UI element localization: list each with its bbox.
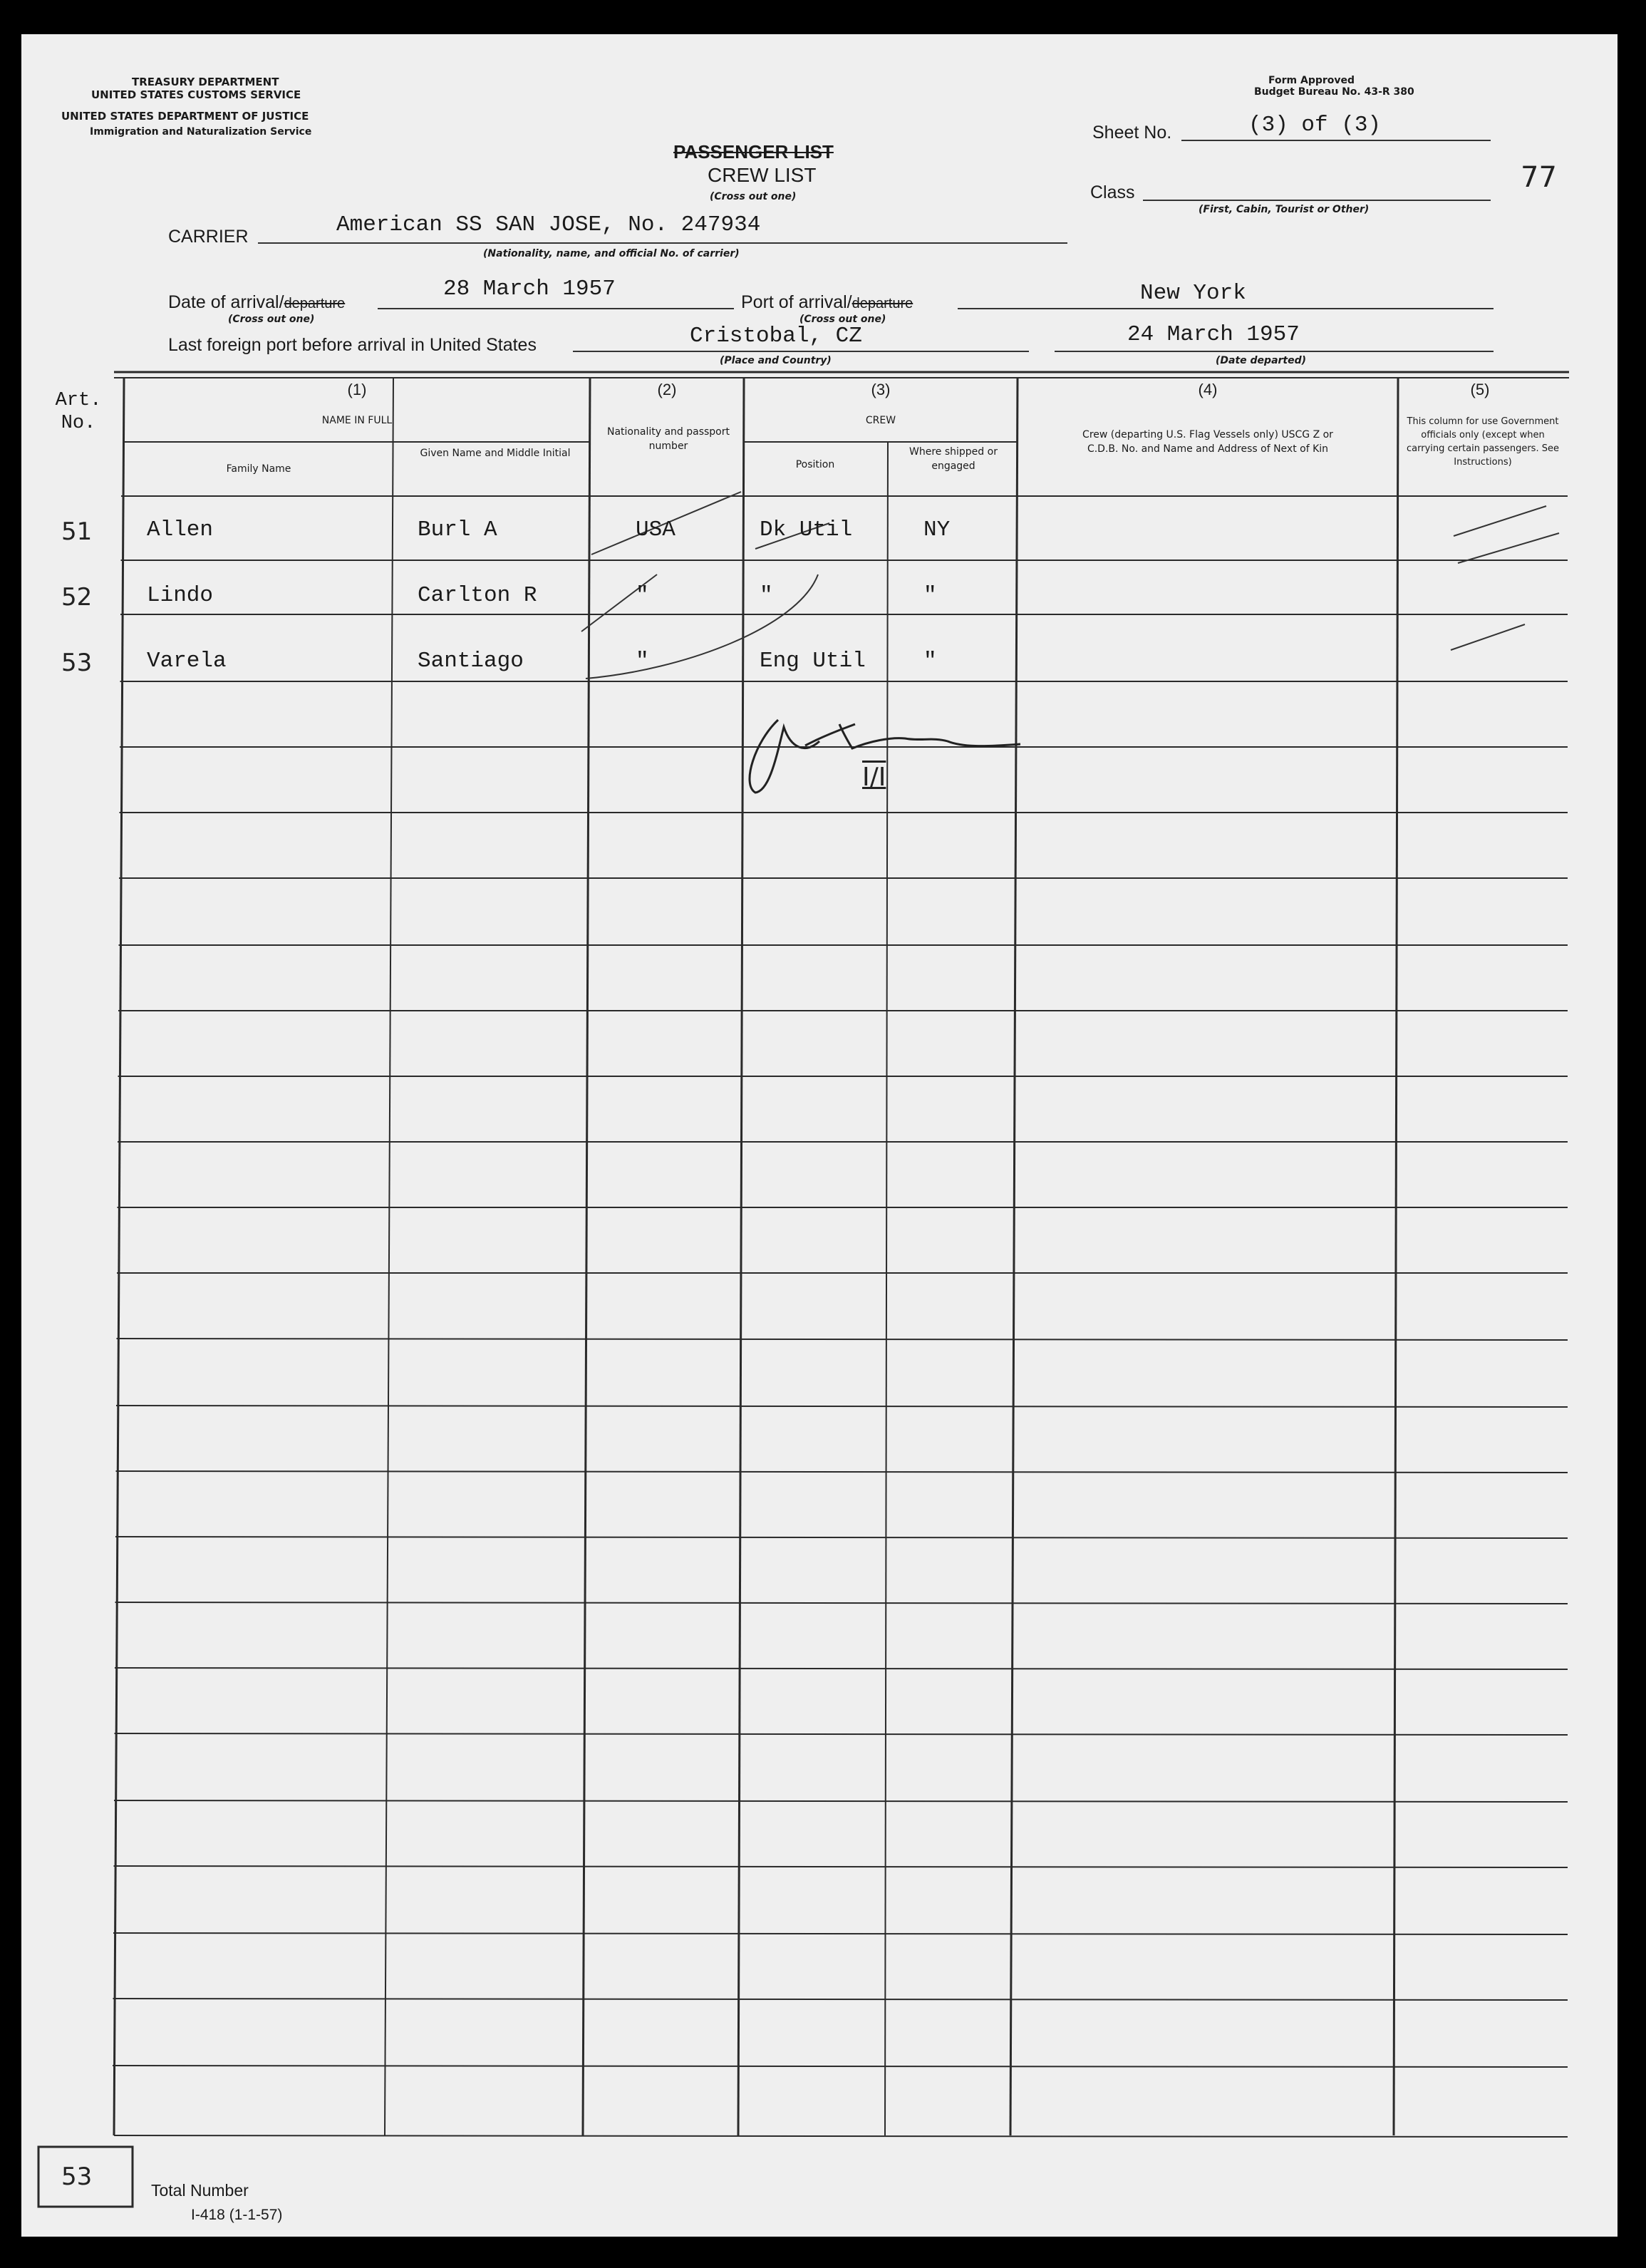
last-port-line	[573, 351, 1029, 352]
col1-title: NAME IN FULL	[321, 415, 393, 426]
port-arrival-label-text: Port of arrival/	[741, 292, 852, 312]
port-arrival-caption: (Cross out one)	[799, 314, 886, 325]
date-arrival-label	[168, 292, 345, 313]
port-arrival-label	[741, 292, 913, 313]
total-number-value: 53	[61, 2163, 93, 2191]
col4-title: Crew (departing U.S. Flag Vessels only) USCG Z or C.D.B. No. and Name and Address of Next of Kin	[1082, 429, 1333, 455]
last-port-value: Cristobal, CZ	[690, 324, 862, 349]
date-arrival-caption: (Cross out one)	[228, 314, 315, 325]
class-caption: (First, Cabin, Tourist or Other)	[1199, 204, 1370, 215]
ins-line: Immigration and Naturalization Service	[90, 126, 312, 138]
treasury-dept: TREASURY DEPARTMENT	[132, 76, 279, 88]
col3-title: CREW	[865, 415, 896, 426]
row-given-name: Burl A	[418, 517, 497, 542]
row-family-name: Varela	[147, 649, 227, 674]
date-arrival-label-text: Date of arrival/	[168, 292, 284, 312]
row-nationality: USA	[636, 517, 676, 542]
row-nationality: "	[636, 583, 649, 608]
form-approved: Form Approved	[1268, 75, 1355, 86]
date-departed-caption: (Date departed)	[1216, 355, 1307, 366]
sheet-no-label: Sheet No.	[1092, 123, 1172, 143]
row-given-name: Carlton R	[418, 583, 537, 608]
form-number: I-418 (1-1-57)	[191, 2207, 283, 2223]
carrier-caption: (Nationality, name, and official No. of carrier)	[483, 248, 740, 259]
row-where-shipped: "	[923, 649, 937, 674]
row-art-no: 51	[61, 517, 93, 546]
row-position: Dk Util	[760, 517, 853, 542]
col3-number: (3)	[871, 381, 891, 398]
page-mark: 77	[1521, 161, 1557, 194]
carrier-line	[258, 242, 1067, 244]
row-given-name: Santiago	[418, 649, 524, 674]
col1-number: (1)	[347, 381, 367, 398]
date-departed-line	[1055, 351, 1494, 352]
sheet-no-line	[1181, 140, 1491, 141]
date-departure-crossed: departure	[284, 296, 346, 311]
class-label: Class	[1090, 182, 1135, 202]
class-line	[1143, 200, 1491, 201]
given-name-header: Given Name and Middle Initial	[420, 448, 571, 459]
carrier-value: American SS SAN JOSE, No. 247934	[336, 212, 761, 237]
art-no-header: Art. No.	[55, 390, 102, 434]
date-arrival-value: 28 March 1957	[443, 277, 616, 301]
sheet-no-value: (3) of (3)	[1248, 113, 1382, 138]
col2-title: Nationality and passport number	[607, 426, 730, 452]
passenger-list-crossed: PASSENGER LIST	[673, 141, 834, 163]
row-where-shipped: NY	[923, 517, 951, 542]
customs-service: UNITED STATES CUSTOMS SERVICE	[91, 88, 301, 101]
budget-bureau: Budget Bureau No. 43-R 380	[1254, 86, 1414, 98]
last-port-caption: (Place and Country)	[720, 355, 832, 366]
row-position: Eng Util	[760, 649, 866, 674]
row-family-name: Lindo	[147, 583, 214, 608]
title-cross-out-note: (Cross out one)	[710, 191, 797, 202]
family-name-header: Family Name	[226, 463, 291, 475]
row-position: "	[760, 583, 773, 608]
total-number-label: Total Number	[151, 2181, 249, 2200]
port-departure-crossed: departure	[852, 296, 913, 311]
port-arrival-line	[958, 308, 1494, 309]
row-family-name: Allen	[147, 517, 214, 542]
row-art-no: 53	[61, 649, 93, 677]
port-arrival-value: New York	[1140, 281, 1246, 306]
col5-number: (5)	[1470, 381, 1490, 398]
signature-initials: I/I	[862, 763, 886, 792]
col2-number: (2)	[657, 381, 677, 398]
row-art-no: 52	[61, 583, 93, 612]
crew-list-title: CREW LIST	[708, 164, 817, 186]
carrier-label: CARRIER	[168, 227, 249, 247]
col5-title: This column for use Government officials only (except when carrying certain passengers. See Instructions)	[1407, 416, 1559, 468]
col4-number: (4)	[1198, 381, 1218, 398]
row-nationality: "	[636, 649, 649, 674]
justice-dept: UNITED STATES DEPARTMENT OF JUSTICE	[61, 110, 309, 123]
where-shipped-header: Where shipped or engaged	[909, 446, 998, 472]
date-departed-value: 24 March 1957	[1127, 322, 1300, 347]
last-port-label: Last foreign port before arrival in United States	[168, 335, 537, 355]
position-header: Position	[795, 459, 835, 470]
row-where-shipped: "	[923, 583, 937, 608]
date-arrival-line	[378, 308, 734, 309]
